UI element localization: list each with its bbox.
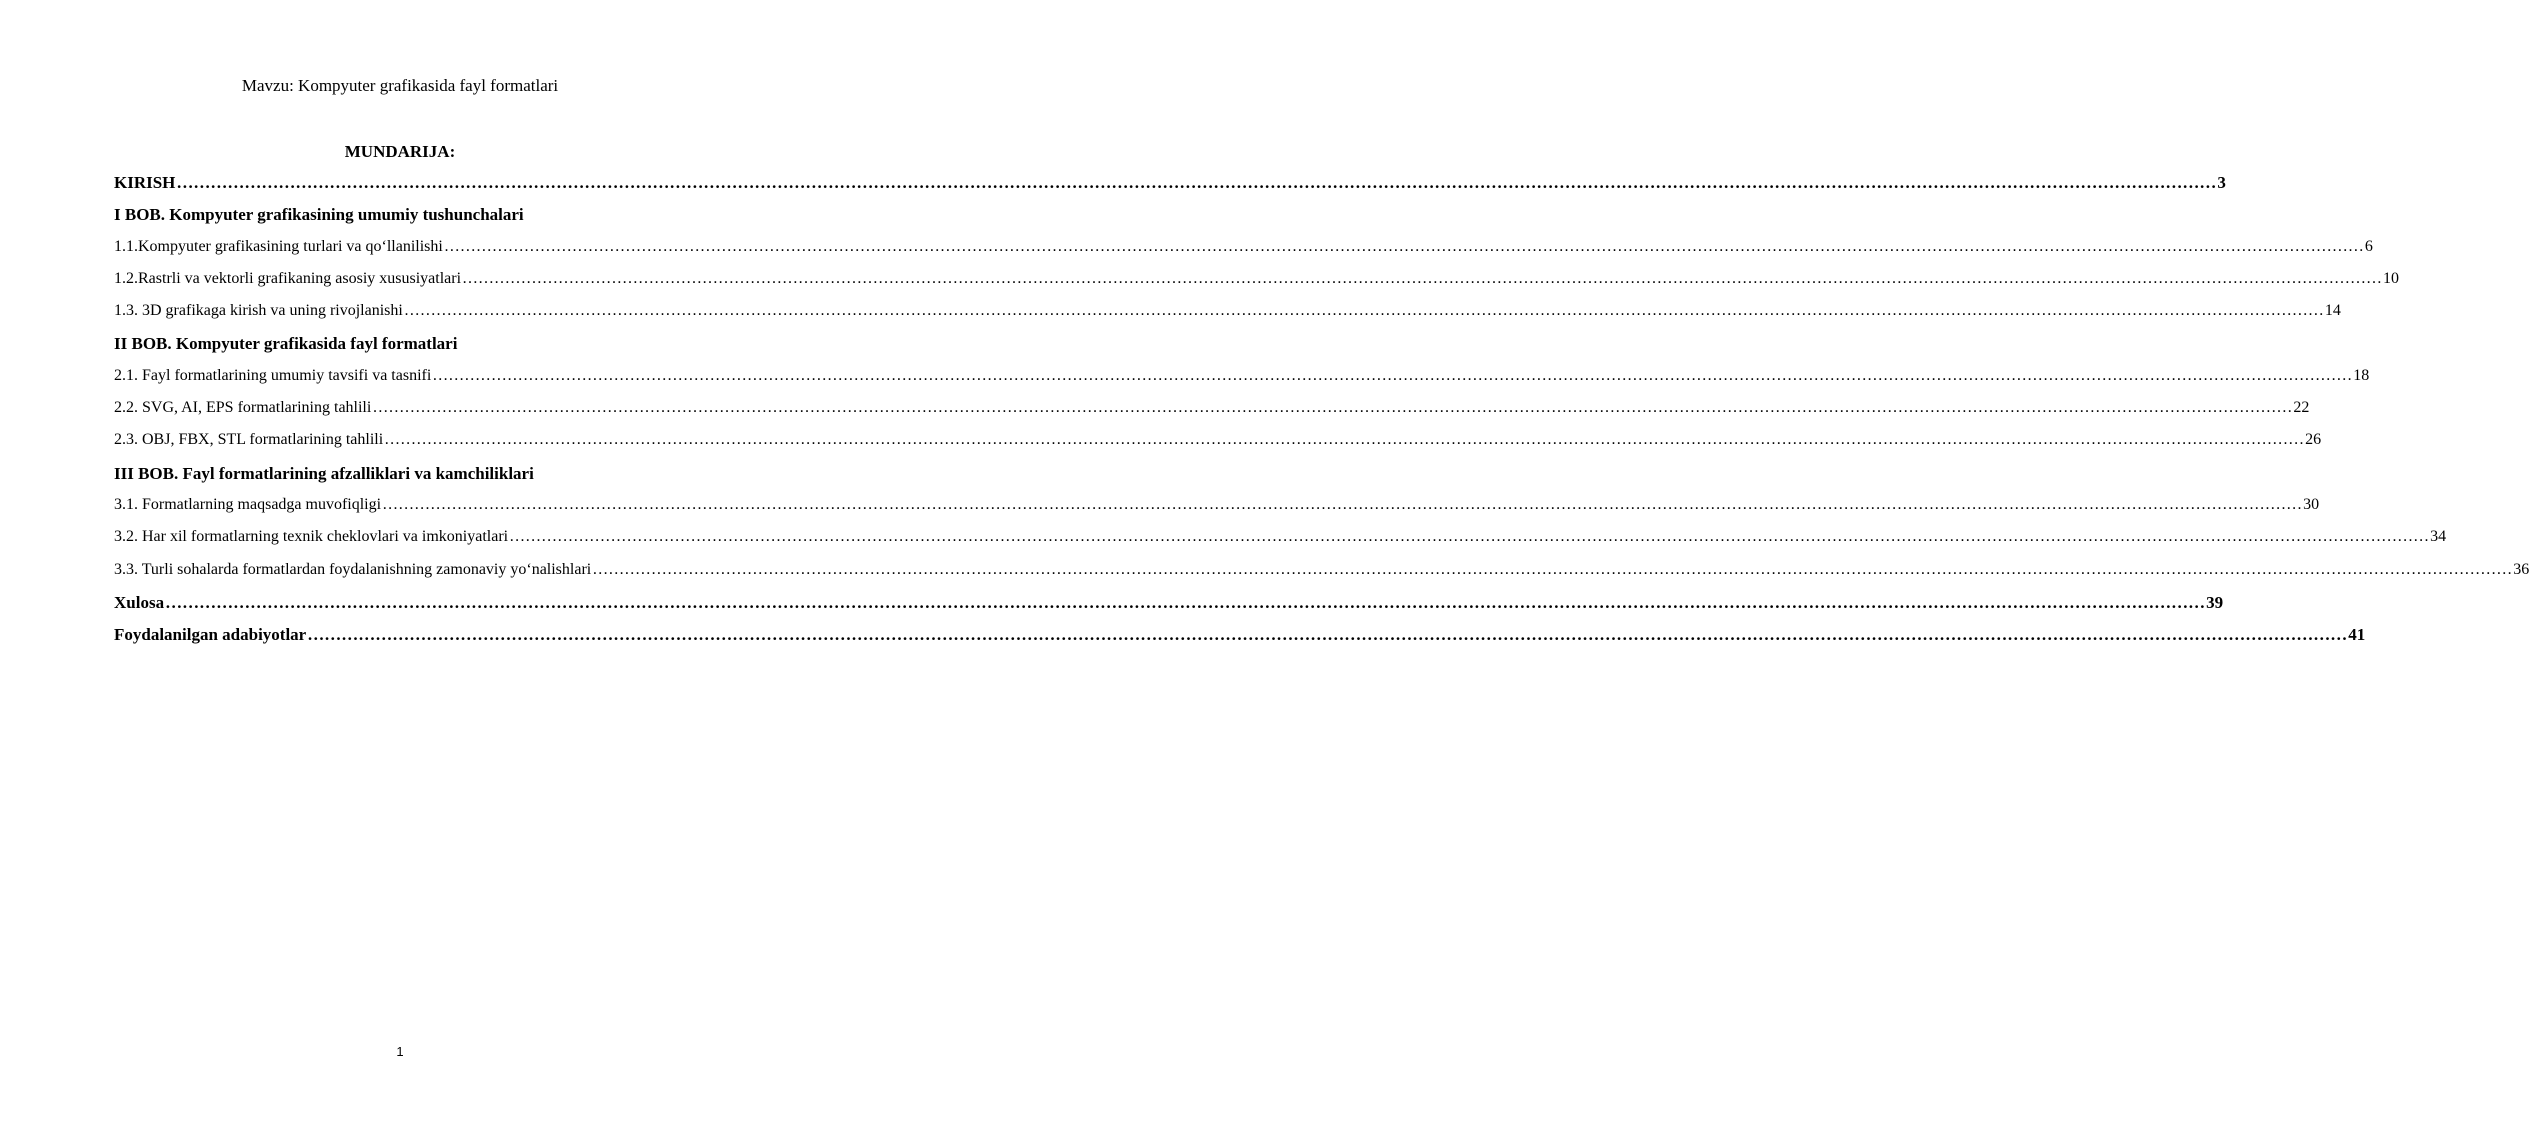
toc-entry-page: 3 <box>2217 173 2226 192</box>
toc-entry-title: Xulosa <box>114 592 165 612</box>
toc-entry-page: 22 <box>2293 399 2310 417</box>
toc-entry-title: 2.1. Fayl formatlarining umumiy tavsifi va tasnifi <box>114 366 432 384</box>
toc-leader-dots: ……………………………………………………………………………………………………………………………………………………………………………………………………………………………………………………………………………………………………………………………… <box>382 495 2303 513</box>
toc-entry-title: KIRISH <box>114 173 176 192</box>
toc-leader-dots: ……………………………………………………………………………………………………………………………………………………………………………………………………………………………………………………………………………………………………………………………… <box>462 269 2383 287</box>
toc-entry <box>114 431 2322 463</box>
document-topic: Mavzu: Kompyuter grafikasida fayl formatlari <box>241 76 559 95</box>
toc-leader-dots: ……………………………………………………………………………………………………………………………………………………………………………………………………………………………………………………………………………………………………………………………… <box>443 237 2364 255</box>
toc-entry-page: 14 <box>2324 302 2341 320</box>
toc-entry <box>114 269 2400 302</box>
toc-entry-title: 1.2.Rastrli va vektorli grafikaning asosiy xususiyatlari <box>114 269 462 287</box>
toc-entry <box>114 366 2370 399</box>
toc-entry-title: 2.2. SVG, AI, EPS formatlarining tahlili <box>114 399 372 417</box>
toc-entry <box>114 302 2341 334</box>
toc-entry-page: 41 <box>2348 625 2366 645</box>
toc-leader-dots: ……………………………………………………………………………………………………………………………………………………………………………………………………………………………………………………………………………………………………………………………… <box>432 366 2353 384</box>
toc-heading: MUNDARIJA: <box>344 142 456 161</box>
toc-entry-page: 34 <box>2430 528 2447 546</box>
toc-entry-page: 36 <box>2513 560 2529 578</box>
toc-entry-page: 30 <box>2303 495 2320 513</box>
toc-entry-page: 18 <box>2353 366 2370 384</box>
toc-leader-dots: ……………………………………………………………………………………………………………………………………………………………………………………………………………………………………………………………………………………………………………………………… <box>307 625 2348 645</box>
toc-leader-dots: ……………………………………………………………………………………………………………………………………………………………………………………………………………………………………………………………………………………………………………………………… <box>176 173 2217 192</box>
toc-entry-page: 26 <box>2305 431 2322 449</box>
toc-leader-dots: ……………………………………………………………………………………………………………………………………………………………………………………………………………………………………………………………………………………………………………………………… <box>403 302 2324 320</box>
table-of-contents <box>114 173 2529 657</box>
toc-entry <box>114 173 2226 205</box>
toc-entry <box>114 495 2320 528</box>
toc-entry <box>114 528 2447 560</box>
toc-entry-page: 6 <box>2364 237 2373 255</box>
toc-entry <box>114 592 2224 625</box>
toc-entry-title: I BOB. Kompyuter grafikasining umumiy tushunchalari <box>114 205 524 225</box>
toc-leader-dots: ……………………………………………………………………………………………………………………………………………………………………………………………………………………………………………………………………………………………………………………………… <box>165 592 2206 612</box>
toc-entry <box>114 560 2529 593</box>
toc-entry-title: III BOB. Fayl formatlarining afzalliklari va kamchiliklari <box>114 463 534 483</box>
toc-entry-title: Foydalanilgan adabiyotlar <box>114 625 307 645</box>
toc-entry-title: 2.3. OBJ, FBX, STL formatlarining tahlili <box>114 431 384 449</box>
toc-entry-title: 3.1. Formatlarning maqsadga muvofiqligi <box>114 495 382 513</box>
toc-entry-title: 3.2. Har xil formatlarning texnik cheklovlari va imkoniyatlari <box>114 528 509 546</box>
toc-entry-title: 1.3. 3D grafikaga kirish va uning rivojlanishi <box>114 302 403 320</box>
toc-entry-page: 10 <box>2383 269 2400 287</box>
page-number: 1 <box>396 1044 404 1059</box>
toc-entry <box>114 237 2373 270</box>
toc-entry-title: 3.3. Turli sohalarda formatlardan foydalanishning zamonaviy yo‘nalishlari <box>114 560 592 578</box>
toc-leader-dots: ……………………………………………………………………………………………………………………………………………………………………………………………………………………………………………………………………………………………………………………………… <box>384 431 2305 449</box>
toc-entry-title: II BOB. Kompyuter grafikasida fayl formatlari <box>114 334 458 354</box>
toc-entry <box>114 399 2310 431</box>
toc-leader-dots: ……………………………………………………………………………………………………………………………………………………………………………………………………………………………………………………………………………………………………………………………… <box>592 560 2513 578</box>
toc-leader-dots: ……………………………………………………………………………………………………………………………………………………………………………………………………………………………………………………………………………………………………………………………… <box>372 399 2293 417</box>
toc-entry <box>114 464 742 496</box>
toc-entry <box>114 205 742 237</box>
toc-entry-page: 39 <box>2206 592 2224 612</box>
toc-entry-title: 1.1.Kompyuter grafikasining turlari va qo‘llanilishi <box>114 237 443 255</box>
toc-leader-dots: ……………………………………………………………………………………………………………………………………………………………………………………………………………………………………………………………………………………………………………………………… <box>509 528 2430 546</box>
toc-entry <box>114 334 742 366</box>
toc-entry <box>114 625 2366 657</box>
